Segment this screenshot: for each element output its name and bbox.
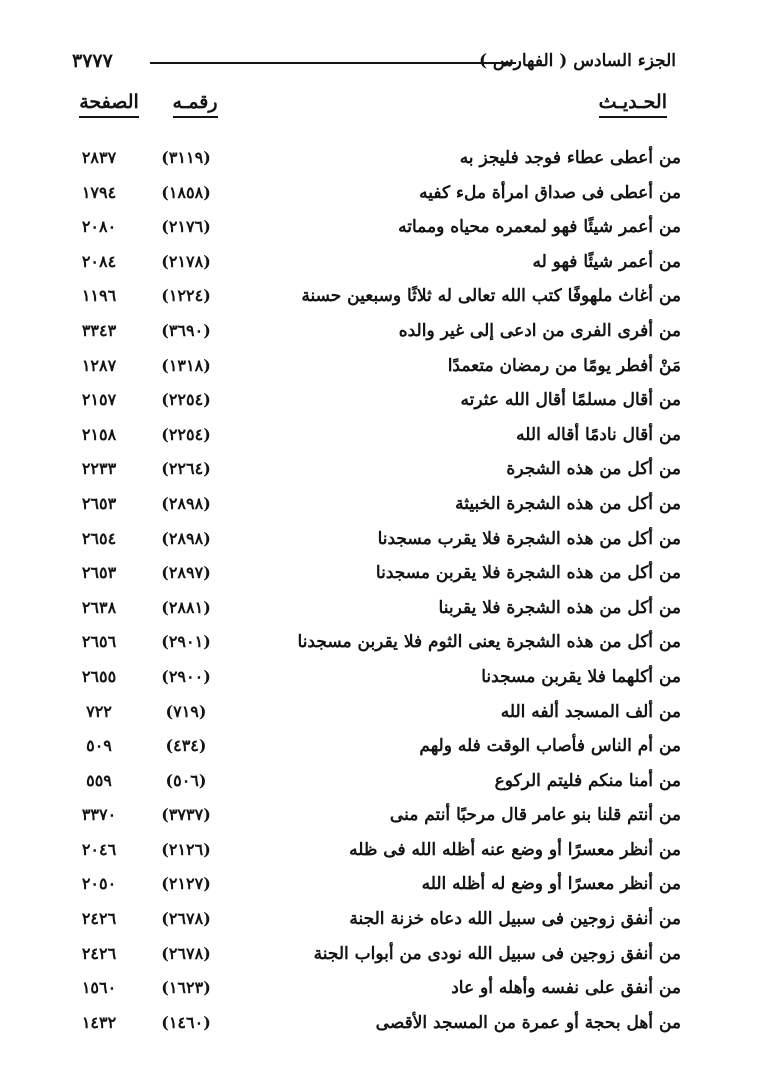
hadith-text: من أنظر معسرًا أو وضع عنه أظله الله فى ظله bbox=[349, 839, 681, 860]
hadith-text: من أكل من هذه الشجرة فلا يقربنا bbox=[438, 597, 681, 618]
page-ref: ٥٥٩ bbox=[86, 770, 112, 790]
hadith-text: من أنفق زوجين فى سبيل الله دعاه خزنة الجنة bbox=[349, 909, 681, 930]
hadith-number: (٢١٢٦) bbox=[161, 839, 211, 859]
hadith-text: مَنْ أفطر يومًا من رمضان متعمدًا bbox=[447, 355, 681, 376]
hadith-number: (٢٦٧٨) bbox=[161, 909, 211, 929]
hadith-number: (٢٢٥٤) bbox=[161, 390, 211, 410]
index-entry bbox=[0, 592, 759, 627]
hadith-number: (٢٢٦٤) bbox=[161, 459, 211, 479]
hadith-text: من أكل من هذه الشجرة bbox=[506, 459, 681, 480]
hadith-number: (٢١٧٨) bbox=[161, 251, 211, 271]
page-ref: ٢٦٥٦ bbox=[81, 632, 117, 652]
page-ref: ٢٠٤٦ bbox=[81, 839, 117, 859]
page-ref: ٢٤٢٦ bbox=[81, 943, 117, 963]
index-entry bbox=[0, 384, 759, 419]
index-entry bbox=[0, 315, 759, 350]
hadith-text: من أكل من هذه الشجرة فلا يقربن مسجدنا bbox=[375, 563, 681, 584]
index-entry bbox=[0, 626, 759, 661]
hadith-number: (٤٣٤) bbox=[165, 736, 207, 756]
hadith-number: (٢٨٩٧) bbox=[161, 563, 211, 583]
hadith-text: من أعمر شيئًا فهو لمعمره محياه ومماته bbox=[398, 217, 681, 238]
page-ref: ١٢٨٧ bbox=[81, 355, 117, 375]
page-ref: ٢٤٢٦ bbox=[81, 909, 117, 929]
hadith-number: (١٣١٨) bbox=[161, 355, 211, 375]
hadith-number: (١٦٢٣) bbox=[161, 978, 211, 998]
hadith-number: (٢٩٠٠) bbox=[161, 666, 211, 686]
page-ref: ٢٨٣٧ bbox=[81, 148, 117, 167]
hadith-text: من أكل من هذه الشجرة فلا يقرب مسجدنا bbox=[377, 528, 681, 549]
index-entry bbox=[0, 557, 759, 592]
hadith-number: (١٢٢٤) bbox=[161, 286, 211, 306]
page-ref: ٢٠٨٤ bbox=[81, 251, 117, 271]
column-header-hadith: الحـديـث bbox=[599, 90, 667, 118]
index-entry bbox=[0, 350, 759, 385]
index-entry bbox=[0, 696, 759, 731]
index-entry bbox=[0, 903, 759, 938]
hadith-text: من أم الناس فأصاب الوقت فله ولهم bbox=[419, 736, 681, 757]
page-number: ٣٧٧٧ bbox=[72, 50, 113, 72]
hadith-number: (٣١١٩) bbox=[161, 148, 211, 167]
page-ref: ٢٠٥٠ bbox=[81, 874, 117, 894]
index-entry bbox=[0, 419, 759, 454]
hadith-number: (٢٨٩٨) bbox=[161, 493, 211, 513]
index-entry bbox=[0, 177, 759, 212]
page-ref: ٢٢٣٣ bbox=[81, 459, 117, 479]
page-ref: ٣٣٧٠ bbox=[81, 805, 117, 825]
hadith-number: (٢١٧٦) bbox=[161, 217, 211, 237]
index-entry bbox=[0, 523, 759, 558]
page-ref: ٧٢٢ bbox=[86, 701, 112, 721]
hadith-text: من أمنا منكم فليتم الركوع bbox=[494, 770, 681, 791]
hadith-number: (٣٧٣٧) bbox=[161, 805, 211, 825]
index-entry bbox=[0, 730, 759, 765]
hadith-text: من أنفق على نفسه وأهله أو عاد bbox=[451, 978, 681, 999]
hadith-text: من أنظر معسرًا أو وضع له أظله الله bbox=[421, 874, 681, 895]
hadith-text: من أعطى عطاء فوجد فليجز به bbox=[459, 148, 681, 168]
hadith-text: من أكل من هذه الشجرة يعنى الثوم فلا يقربن مسجدنا bbox=[297, 632, 681, 653]
index-entry bbox=[0, 799, 759, 834]
hadith-number: (٢٩٠١) bbox=[161, 632, 211, 652]
hadith-number: (١٨٥٨) bbox=[161, 182, 211, 202]
hadith-number: (٧١٩) bbox=[165, 701, 207, 721]
running-head-title: الجزء السادس ( الفهارس ) bbox=[478, 51, 676, 71]
hadith-text: من أقال مسلمًا أقال الله عثرته bbox=[460, 390, 681, 411]
hadith-text: من أغاث ملهوفًا كتب الله تعالى له ثلاثًا وسبعين حسنة bbox=[301, 286, 681, 307]
page-ref: ١٤٣٢ bbox=[81, 1012, 117, 1032]
page-ref: ٢١٥٨ bbox=[81, 424, 117, 444]
index-entry bbox=[0, 868, 759, 903]
hadith-text: من أفرى الفرى من ادعى إلى غير والده bbox=[398, 320, 681, 341]
page-ref: ١٥٦٠ bbox=[81, 978, 117, 998]
hadith-text: من أهل بحجة أو عمرة من المسجد الأقصى bbox=[375, 1012, 681, 1033]
index-entry bbox=[0, 834, 759, 869]
hadith-text: من أعمر شيئًا فهو له bbox=[532, 251, 681, 272]
hadith-number: (٢٨٨١) bbox=[161, 597, 211, 617]
page-ref: ٢٠٨٠ bbox=[81, 217, 117, 237]
hadith-number: (٣٦٩٠) bbox=[161, 320, 211, 340]
hadith-number: (٥٠٦) bbox=[165, 770, 207, 790]
index-entry bbox=[0, 453, 759, 488]
column-header-page: الصفحة bbox=[70, 90, 148, 118]
hadith-text: من أكل من هذه الشجرة الخبيثة bbox=[455, 493, 681, 514]
column-header-number: رقمـه bbox=[160, 90, 230, 118]
page-ref: ٢٦٥٣ bbox=[81, 493, 117, 513]
hadith-number: (٢٢٥٤) bbox=[161, 424, 211, 444]
index-entries bbox=[0, 142, 759, 1041]
index-entry bbox=[0, 972, 759, 1007]
hadith-text: من ألف المسجد ألفه الله bbox=[500, 701, 681, 722]
page-ref: ١٧٩٤ bbox=[81, 182, 117, 202]
index-entry bbox=[0, 765, 759, 800]
running-head bbox=[72, 50, 676, 78]
index-entry bbox=[0, 280, 759, 315]
hadith-number: (٢٨٩٨) bbox=[161, 528, 211, 548]
page-ref: ٢٦٥٤ bbox=[81, 528, 117, 548]
page-ref: ٢٦٣٨ bbox=[81, 597, 117, 617]
hadith-text: من أكلهما فلا يقربن مسجدنا bbox=[481, 666, 681, 687]
index-entry bbox=[0, 246, 759, 281]
hadith-number: (٢١٢٧) bbox=[161, 874, 211, 894]
hadith-number: (١٤٦٠) bbox=[161, 1012, 211, 1032]
index-entry bbox=[0, 142, 759, 177]
index-entry bbox=[0, 488, 759, 523]
page-ref: ١١٩٦ bbox=[81, 286, 117, 306]
index-entry bbox=[0, 661, 759, 696]
index-entry bbox=[0, 938, 759, 973]
page-ref: ٢٦٥٣ bbox=[81, 563, 117, 583]
hadith-text: من أنتم قلنا بنو عامر قال مرحبًا أنتم منى bbox=[389, 805, 681, 826]
index-entry bbox=[0, 1007, 759, 1042]
hadith-number: (٢٦٧٨) bbox=[161, 943, 211, 963]
page-ref: ٥٠٩ bbox=[86, 736, 112, 756]
header-rule bbox=[150, 62, 516, 64]
hadith-text: من أقال نادمًا أقاله الله bbox=[516, 424, 681, 445]
index-entry bbox=[0, 211, 759, 246]
hadith-text: من أعطى فى صداق امرأة ملء كفيه bbox=[419, 182, 681, 203]
hadith-text: من أنفق زوجين فى سبيل الله نودى من أبواب الجنة bbox=[313, 943, 681, 964]
page-ref: ٢٦٥٥ bbox=[81, 666, 117, 686]
page-ref: ٢١٥٧ bbox=[81, 390, 117, 410]
page-ref: ٣٣٤٣ bbox=[81, 320, 117, 340]
